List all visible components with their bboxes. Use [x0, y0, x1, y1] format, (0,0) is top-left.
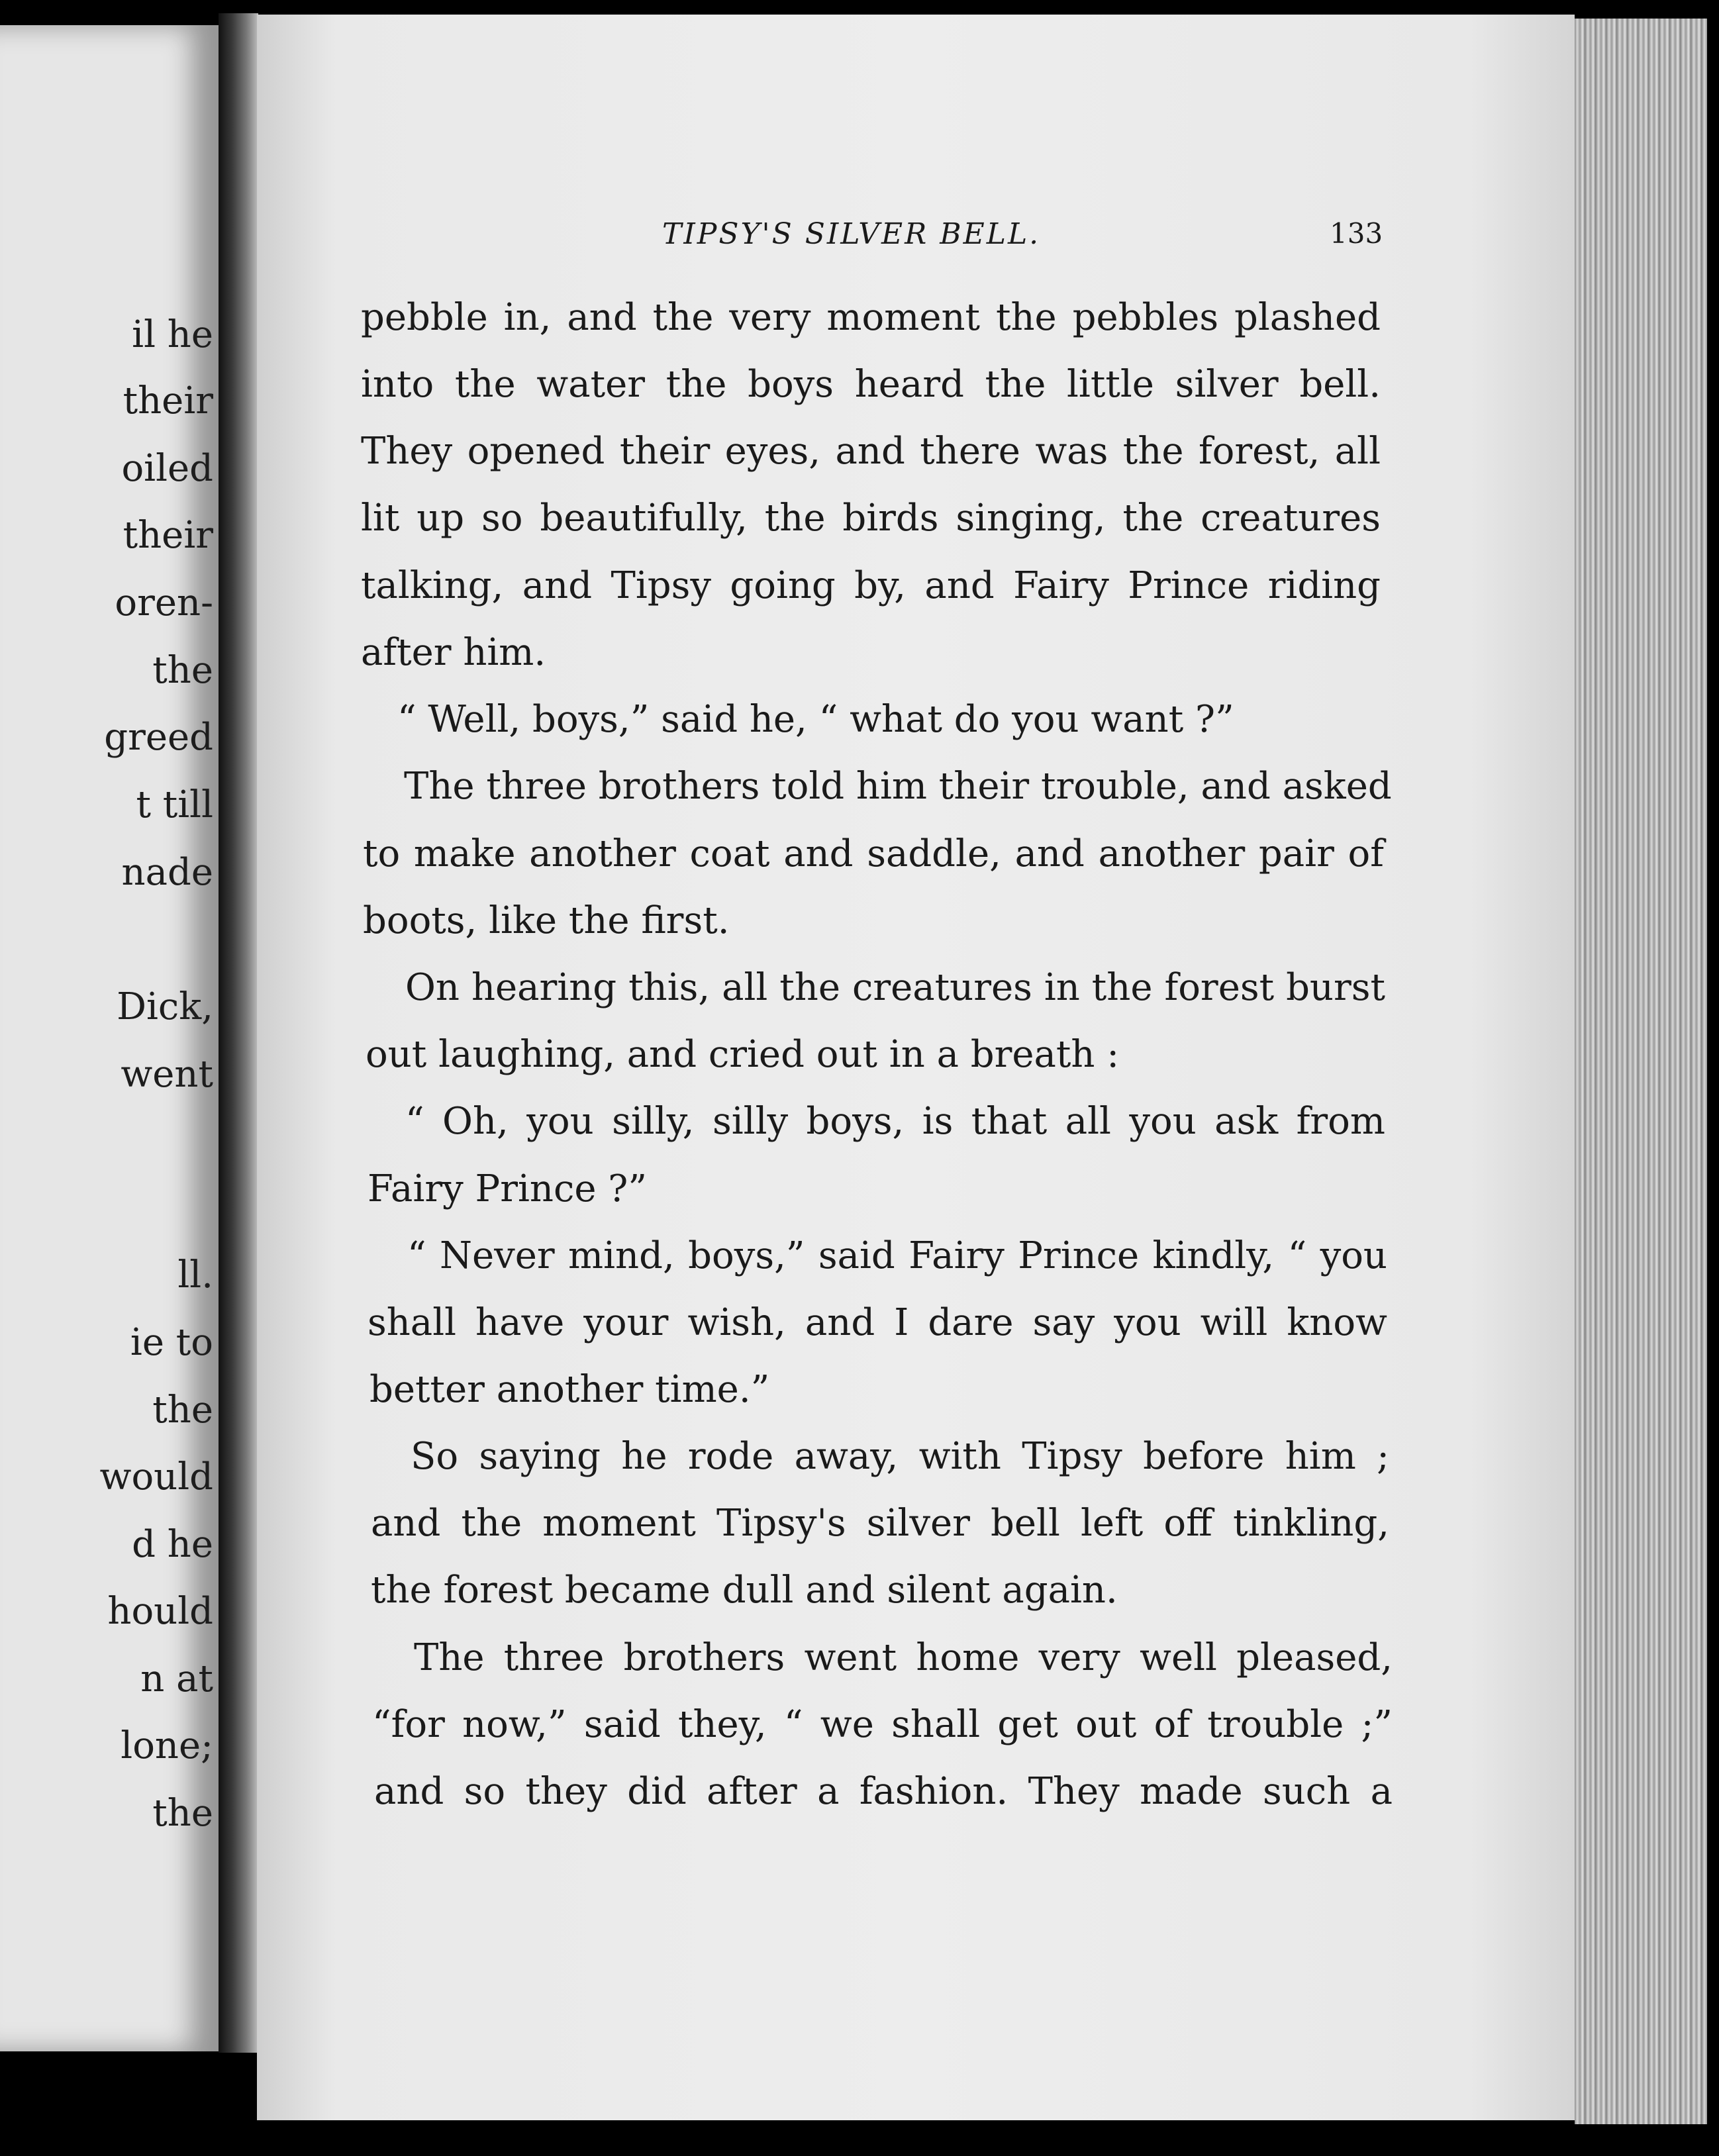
left-page-line: n at: [140, 1657, 213, 1700]
body-line: pebble in, and the very moment the pebbles plashed: [361, 296, 1381, 339]
body-line: to make another coat and saddle, and another pair of: [363, 832, 1384, 875]
page-stack-edge: [1575, 19, 1707, 2124]
body-line: The three brothers told him their trouble, and asked: [404, 765, 1392, 808]
left-page-line: would: [99, 1455, 213, 1498]
left-page-line: the: [152, 649, 213, 692]
left-page-line: their: [123, 379, 213, 422]
page-number: 133: [1330, 217, 1383, 250]
left-page-line: ll.: [177, 1253, 213, 1297]
body-line: “ Well, boys,” said he, “ what do you want ?”: [397, 698, 1234, 741]
left-page-line: il he: [132, 313, 213, 356]
body-line: “for now,” said they, “ we shall get out of trouble ;”: [372, 1703, 1393, 1746]
left-page-line: t till: [136, 783, 213, 826]
left-page-line: greed: [104, 716, 213, 759]
left-page-line: went: [121, 1053, 213, 1096]
body-line: boots, like the first.: [363, 899, 730, 942]
body-line: and the moment Tipsy's silver bell left off tinkling,: [371, 1502, 1389, 1545]
running-head: TIPSY'S SILVER BELL.: [662, 217, 1041, 251]
left-page-line: Dick,: [117, 985, 213, 1028]
body-line: after him.: [361, 631, 546, 674]
left-page-line: the: [152, 1792, 213, 1835]
body-line: the forest became dull and silent again.: [371, 1569, 1118, 1612]
left-page: [0, 25, 219, 2051]
left-page-line: their: [123, 514, 213, 557]
body-line: Fairy Prince ?”: [368, 1167, 647, 1210]
body-line: shall have your wish, and I dare say you will know: [368, 1301, 1387, 1344]
body-line: “ Never mind, boys,” said Fairy Prince kindly, “ you: [407, 1234, 1387, 1277]
body-line: out laughing, and cried out in a breath :: [366, 1033, 1120, 1076]
book-gutter: [219, 13, 258, 2053]
body-line: They opened their eyes, and there was the forest, all: [361, 430, 1381, 473]
body-line: better another time.”: [369, 1368, 770, 1411]
left-page-line: the: [152, 1389, 213, 1432]
body-line: So saying he rode away, with Tipsy before him ;: [411, 1435, 1389, 1478]
body-line: “ Oh, you silly, silly boys, is that all you ask from: [405, 1100, 1385, 1143]
left-page-line: oren-: [115, 581, 213, 624]
body-line: talking, and Tipsy going by, and Fairy Prince riding: [361, 564, 1381, 607]
body-line: lit up so beautifully, the birds singing, the creatures: [361, 497, 1381, 540]
left-page-line: ie to: [130, 1321, 213, 1364]
left-page-line: hould: [107, 1590, 213, 1633]
body-line: and so they did after a fashion. They made such a: [374, 1770, 1393, 1813]
left-page-line: lone;: [121, 1724, 213, 1767]
left-page-line: oiled: [121, 447, 213, 490]
body-line: The three brothers went home very well pleased,: [414, 1636, 1393, 1679]
left-page-line: nade: [121, 851, 213, 894]
body-line: into the water the boys heard the little silver bell.: [361, 363, 1381, 406]
body-line: On hearing this, all the creatures in the forest burst: [405, 966, 1385, 1009]
left-page-line: d he: [132, 1523, 213, 1566]
